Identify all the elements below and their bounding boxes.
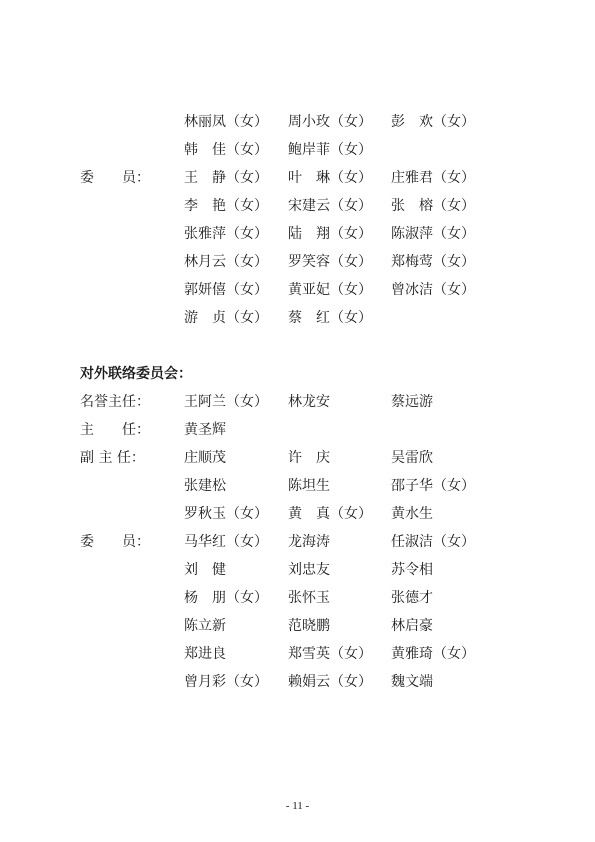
member-name: 郑进良 xyxy=(184,646,226,662)
member-name: 庄雅君（女） xyxy=(391,170,475,186)
member-name: 曾月彩（女） xyxy=(184,674,268,690)
name-row xyxy=(0,476,595,496)
members-label: 委 员： xyxy=(80,170,150,186)
member-name: 黄 真（女） xyxy=(288,506,372,522)
name-row xyxy=(0,532,595,552)
page-number: - 11 - xyxy=(285,800,310,812)
name-row xyxy=(0,392,595,412)
member-name: 林龙安 xyxy=(288,394,330,410)
name-row xyxy=(0,140,595,160)
member-name: 郑梅莺（女） xyxy=(391,254,475,270)
section-title-row xyxy=(0,364,595,384)
member-name: 李 艳（女） xyxy=(184,198,268,214)
name-row xyxy=(0,224,595,244)
member-name: 邵子华（女） xyxy=(391,478,475,494)
member-name: 郭妍僖（女） xyxy=(184,282,268,298)
member-name: 张怀玉 xyxy=(288,590,330,606)
members-label: 委 员： xyxy=(80,534,150,550)
name-row xyxy=(0,280,595,300)
member-name: 曾冰洁（女） xyxy=(391,282,475,298)
member-name: 魏文端 xyxy=(391,674,433,690)
member-name: 龙海涛 xyxy=(288,534,330,550)
member-name: 苏令相 xyxy=(391,562,433,578)
member-name: 黄雅琦（女） xyxy=(391,646,475,662)
member-name: 黄亚妃（女） xyxy=(288,282,372,298)
name-row xyxy=(0,504,595,524)
member-name: 张建松 xyxy=(184,478,226,494)
member-name: 罗笑容（女） xyxy=(288,254,372,270)
member-name: 张 榕（女） xyxy=(391,198,475,214)
member-name: 陈立新 xyxy=(184,618,226,634)
name-row xyxy=(0,588,595,608)
name-row xyxy=(0,420,595,440)
member-name: 张雅萍（女） xyxy=(184,226,268,242)
member-name: 吴雷欣 xyxy=(391,450,433,466)
name-row xyxy=(0,448,595,468)
name-row xyxy=(0,112,595,132)
member-name: 彭 欢（女） xyxy=(391,114,475,130)
member-name: 蔡远游 xyxy=(391,394,433,410)
section-title: 对外联络委员会： xyxy=(80,366,192,382)
director-label: 主 任： xyxy=(80,422,150,438)
member-name: 宋建云（女） xyxy=(288,198,372,214)
member-name: 林丽凤（女） xyxy=(184,114,268,130)
member-name: 陈坦生 xyxy=(288,478,330,494)
member-name: 陈淑萍（女） xyxy=(391,226,475,242)
member-name: 蔡 红（女） xyxy=(288,310,372,326)
name-row xyxy=(0,168,595,188)
name-row xyxy=(0,616,595,636)
member-name: 罗秋玉（女） xyxy=(184,506,268,522)
name-row xyxy=(0,644,595,664)
name-row xyxy=(0,308,595,328)
name-row xyxy=(0,560,595,580)
member-name: 陆 翔（女） xyxy=(288,226,372,242)
member-name: 张德才 xyxy=(391,590,433,606)
member-name: 游 贞（女） xyxy=(184,310,268,326)
member-name: 庄顺茂 xyxy=(184,450,226,466)
member-name: 杨 朋（女） xyxy=(184,590,268,606)
member-name: 周小玫（女） xyxy=(288,114,372,130)
member-name: 赖娟云（女） xyxy=(288,674,372,690)
member-name: 林启豪 xyxy=(391,618,433,634)
member-name: 许 庆 xyxy=(288,450,330,466)
member-name: 马华红（女） xyxy=(184,534,268,550)
name-row xyxy=(0,672,595,692)
member-name: 鲍岸菲（女） xyxy=(288,142,372,158)
member-name: 韩 佳（女） xyxy=(184,142,268,158)
member-name: 林月云（女） xyxy=(184,254,268,270)
member-name: 黄水生 xyxy=(391,506,433,522)
honorary-label: 名誉主任： xyxy=(80,394,150,410)
member-name: 王 静（女） xyxy=(184,170,268,186)
name-row xyxy=(0,196,595,216)
member-name: 刘 健 xyxy=(184,562,226,578)
name-row xyxy=(0,252,595,272)
member-name: 任淑洁（女） xyxy=(391,534,475,550)
member-name: 黄圣辉 xyxy=(184,422,226,438)
member-name: 范晓鹏 xyxy=(288,618,330,634)
member-name: 郑雪英（女） xyxy=(288,646,372,662)
member-name: 叶 琳（女） xyxy=(288,170,372,186)
member-name: 王阿兰（女） xyxy=(184,394,268,410)
member-name: 刘忠友 xyxy=(288,562,330,578)
deputy-label: 副 主 任： xyxy=(80,450,145,466)
